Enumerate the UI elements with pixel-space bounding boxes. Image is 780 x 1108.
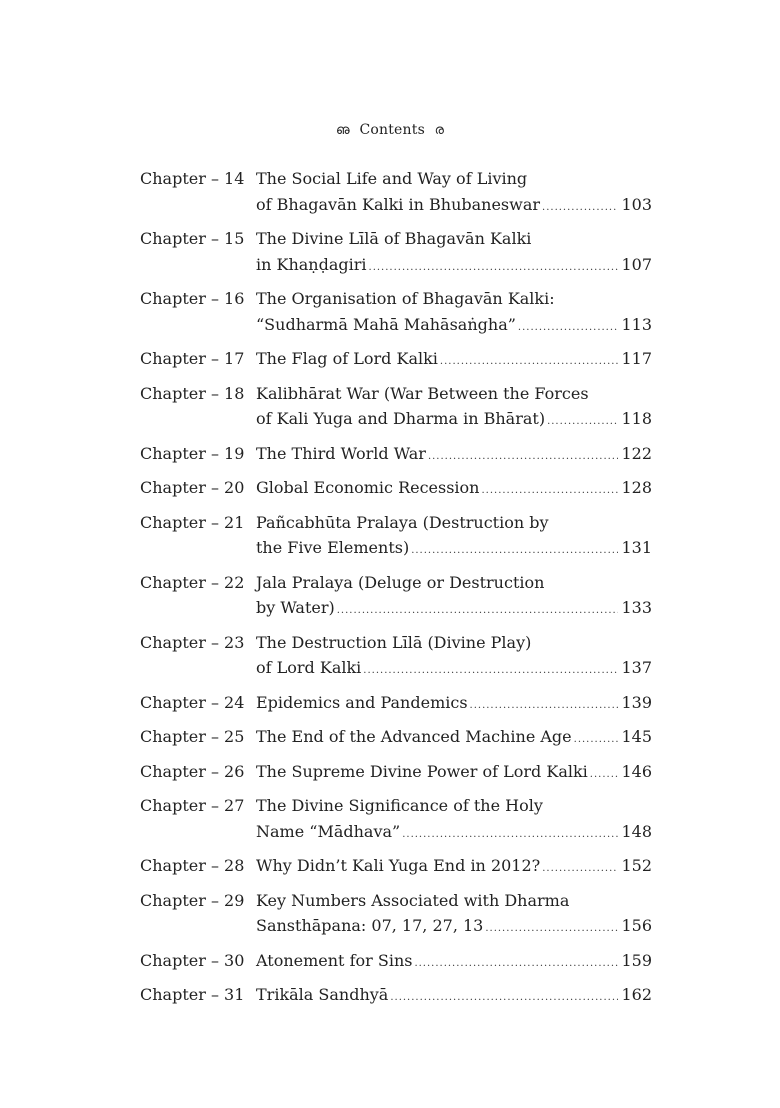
toc-entry[interactable] bbox=[140, 630, 652, 684]
chapter-number: Chapter – 26 bbox=[140, 761, 245, 781]
chapter-title-line: The Divine Līlā of Bhagavān Kalki bbox=[256, 229, 532, 248]
chapter-title-block bbox=[256, 793, 652, 847]
chapter-title-line: The Flag of Lord Kalki bbox=[256, 349, 438, 368]
toc-entry[interactable] bbox=[140, 948, 652, 977]
chapter-title-line: The Divine Significance of the Holy bbox=[256, 796, 543, 815]
chapter-number: Chapter – 27 bbox=[140, 796, 245, 815]
chapter-title-line: Name “Mādhava” bbox=[256, 821, 401, 841]
chapter-title-line: The End of the Advanced Machine Age bbox=[256, 727, 572, 746]
dot-leader bbox=[411, 538, 618, 564]
dot-leader bbox=[363, 658, 618, 684]
page-number: 107 bbox=[621, 254, 652, 274]
chapter-title-line: Trikāla Sandhyā bbox=[256, 985, 389, 1004]
chapter-title-line: Epidemics and Pandemics bbox=[256, 692, 468, 712]
page-number: 162 bbox=[621, 985, 652, 1004]
page-number: 117 bbox=[621, 349, 652, 368]
toc-entry[interactable] bbox=[140, 166, 652, 220]
chapter-title-line: Kalibhārat War (War Between the Forces bbox=[256, 383, 589, 403]
page-number: 137 bbox=[621, 658, 652, 677]
toc-entry[interactable] bbox=[140, 690, 652, 719]
chapter-title-last-line bbox=[256, 819, 652, 848]
toc-entry[interactable] bbox=[140, 982, 652, 1011]
chapter-title-line: The Organisation of Bhagavān Kalki: bbox=[256, 289, 555, 308]
dot-leader bbox=[542, 856, 618, 882]
dot-leader bbox=[542, 195, 618, 221]
chapter-number: Chapter – 15 bbox=[140, 229, 245, 248]
ornament-left-icon: ഌ bbox=[335, 123, 350, 138]
chapter-title-block bbox=[256, 381, 652, 435]
chapter-number: Chapter – 18 bbox=[140, 383, 245, 403]
chapter-number: Chapter – 24 bbox=[140, 692, 245, 712]
chapter-title-last-line bbox=[256, 759, 652, 788]
chapter-title-last-line bbox=[256, 690, 652, 719]
chapter-title-last-line bbox=[256, 724, 652, 753]
toc-entry[interactable] bbox=[140, 475, 652, 504]
chapter-title-line: in Khaṇḍagiri bbox=[256, 254, 367, 274]
chapter-title-last-line bbox=[256, 948, 652, 977]
chapter-title-block bbox=[256, 346, 652, 375]
dot-leader bbox=[440, 349, 619, 375]
chapter-title-line: of Kali Yuga and Dharma in Bhārat) bbox=[256, 409, 546, 428]
chapter-title-line: Atonement for Sins bbox=[256, 950, 413, 970]
toc-entry[interactable] bbox=[140, 286, 652, 340]
dot-leader bbox=[369, 255, 619, 281]
dot-leader bbox=[470, 693, 619, 719]
toc-entry[interactable] bbox=[140, 759, 652, 788]
page-number: 133 bbox=[621, 598, 652, 617]
chapter-title-line: The Third World War bbox=[256, 443, 426, 463]
chapter-title-line: the Five Elements) bbox=[256, 538, 410, 557]
chapter-number: Chapter – 19 bbox=[140, 443, 245, 463]
toc-entry[interactable] bbox=[140, 226, 652, 280]
page-number: 146 bbox=[621, 761, 652, 781]
chapter-number: Chapter – 20 bbox=[140, 478, 245, 497]
chapter-number: Chapter – 31 bbox=[140, 985, 245, 1004]
chapter-title-block bbox=[256, 690, 652, 719]
chapter-title-line: The Destruction Līlā (Divine Play) bbox=[256, 632, 532, 652]
ornament-right-icon: ര bbox=[434, 123, 445, 138]
chapter-title-block bbox=[256, 759, 652, 788]
chapter-title-line: Global Economic Recession bbox=[256, 478, 480, 497]
chapter-number: Chapter – 29 bbox=[140, 890, 245, 910]
dot-leader bbox=[428, 444, 619, 470]
dot-leader bbox=[485, 916, 618, 942]
page-number: 156 bbox=[621, 916, 652, 935]
dot-leader bbox=[590, 762, 619, 788]
chapter-title-block bbox=[256, 286, 652, 340]
chapter-title-block bbox=[256, 226, 652, 280]
chapter-title-line: Why Didn’t Kali Yuga End in 2012? bbox=[256, 856, 541, 875]
dot-leader bbox=[414, 951, 618, 977]
chapter-title-line: The Supreme Divine Power of Lord Kalki bbox=[256, 761, 588, 781]
toc-entry[interactable] bbox=[140, 510, 652, 564]
chapter-title-block bbox=[256, 948, 652, 977]
page-number: 131 bbox=[621, 538, 652, 557]
chapter-title-last-line bbox=[256, 192, 652, 221]
toc-entry[interactable] bbox=[140, 381, 652, 435]
chapter-title-block bbox=[256, 166, 652, 220]
chapter-title-last-line bbox=[256, 595, 652, 624]
page-number: 118 bbox=[621, 409, 652, 428]
chapter-title-line: Key Numbers Associated with Dharma bbox=[256, 890, 570, 910]
chapter-title-block bbox=[256, 510, 652, 564]
chapter-title-block bbox=[256, 630, 652, 684]
chapter-title-block bbox=[256, 475, 652, 504]
page-number: 128 bbox=[621, 478, 652, 497]
toc-entry[interactable] bbox=[140, 793, 652, 847]
toc-entry[interactable] bbox=[140, 888, 652, 942]
chapter-title-line: Sansthāpana: 07, 17, 27, 13 bbox=[256, 916, 484, 935]
chapter-title-block bbox=[256, 888, 652, 942]
chapter-number: Chapter – 23 bbox=[140, 632, 245, 652]
page-number: 113 bbox=[621, 314, 652, 334]
chapter-title-block bbox=[256, 441, 652, 470]
toc-entry[interactable] bbox=[140, 346, 652, 375]
chapter-title-line: of Lord Kalki bbox=[256, 658, 362, 677]
page-number: 159 bbox=[621, 950, 652, 970]
chapter-title-last-line bbox=[256, 913, 652, 942]
chapter-title-block bbox=[256, 982, 652, 1011]
chapter-title-last-line bbox=[256, 982, 652, 1011]
page-header bbox=[0, 122, 780, 138]
table-of-contents bbox=[140, 166, 652, 1017]
chapter-title-last-line bbox=[256, 346, 652, 375]
page-number: 145 bbox=[621, 727, 652, 746]
page-number: 122 bbox=[621, 443, 652, 463]
chapter-title-block bbox=[256, 853, 652, 882]
chapter-title-last-line bbox=[256, 853, 652, 882]
toc-entry[interactable] bbox=[140, 853, 652, 882]
page-number: 103 bbox=[621, 194, 652, 214]
chapter-title-line: “Sudharmā Mahā Mahāsaṅgha” bbox=[256, 314, 516, 334]
page-number: 139 bbox=[621, 692, 652, 712]
chapter-title-last-line bbox=[256, 441, 652, 470]
dot-leader bbox=[574, 727, 619, 753]
chapter-title-line: The Social Life and Way of Living bbox=[256, 169, 528, 188]
chapter-number: Chapter – 30 bbox=[140, 950, 245, 970]
chapter-number: Chapter – 17 bbox=[140, 349, 245, 368]
chapter-title-last-line bbox=[256, 312, 652, 341]
toc-entry[interactable] bbox=[140, 570, 652, 624]
chapter-title-line: of Bhagavān Kalki in Bhubaneswar bbox=[256, 194, 541, 214]
toc-entry[interactable] bbox=[140, 441, 652, 470]
chapter-title-block bbox=[256, 724, 652, 753]
dot-leader bbox=[518, 315, 619, 341]
chapter-title-last-line bbox=[256, 535, 652, 564]
chapter-number: Chapter – 25 bbox=[140, 727, 245, 746]
chapter-title-last-line bbox=[256, 655, 652, 684]
toc-entry[interactable] bbox=[140, 724, 652, 753]
chapter-title-last-line bbox=[256, 406, 652, 435]
page-number: 148 bbox=[621, 821, 652, 841]
contents-title: Contents bbox=[359, 122, 425, 138]
chapter-title-line: by Water) bbox=[256, 598, 335, 617]
chapter-title-line: Jala Pralaya (Deluge or Destruction bbox=[256, 572, 545, 592]
chapter-number: Chapter – 21 bbox=[140, 512, 245, 532]
dot-leader bbox=[547, 409, 618, 435]
chapter-number: Chapter – 22 bbox=[140, 572, 245, 592]
chapter-title-line: Pañcabhūta Pralaya (Destruction by bbox=[256, 512, 549, 532]
chapter-title-last-line bbox=[256, 252, 652, 281]
chapter-number: Chapter – 16 bbox=[140, 289, 245, 308]
dot-leader bbox=[481, 478, 618, 504]
chapter-number: Chapter – 28 bbox=[140, 856, 245, 875]
chapter-number: Chapter – 14 bbox=[140, 169, 245, 188]
dot-leader bbox=[390, 985, 618, 1011]
page-number: 152 bbox=[621, 856, 652, 875]
chapter-title-block bbox=[256, 570, 652, 624]
chapter-title-last-line bbox=[256, 475, 652, 504]
dot-leader bbox=[402, 822, 618, 848]
dot-leader bbox=[337, 598, 619, 624]
